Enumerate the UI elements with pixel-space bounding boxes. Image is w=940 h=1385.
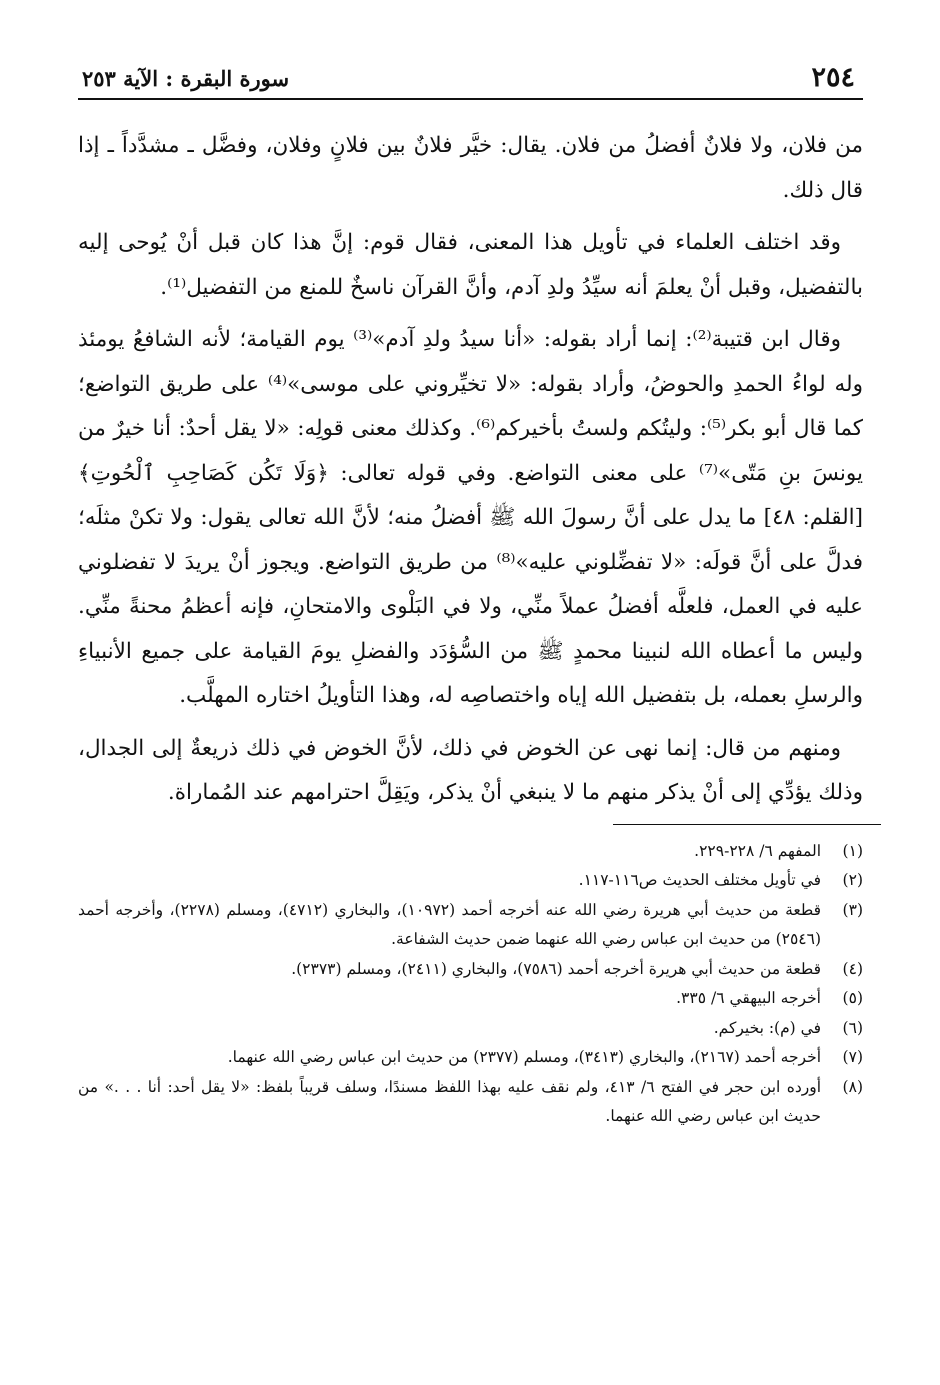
footnote <box>78 1043 863 1073</box>
footnote-separator <box>613 824 881 837</box>
footnote-text: في تأويل مختلف الحديث ص١١٦-١١٧. <box>578 871 821 889</box>
footnote-number: (٤) <box>842 959 863 978</box>
main-text <box>78 124 863 816</box>
footnote-number: (٦) <box>842 1018 863 1037</box>
footnote-text: أخرجه أحمد (٢١٦٧)، والبخاري (٣٤١٣)، ومسلم (٢٣٧٧) من حديث ابن عباس رضي الله عنهما. <box>227 1048 821 1066</box>
footnote-number: (٥) <box>842 989 863 1007</box>
footnote <box>78 1073 863 1132</box>
running-title: سورة البقرة : الآية ٢٥٣ <box>82 66 290 91</box>
footnote <box>78 984 863 1014</box>
footnote-number: (٨) <box>842 1077 863 1096</box>
footnote-text: في (م): بخيركم. <box>713 1018 821 1037</box>
paragraph: وقد اختلف العلماء في تأويل هذا المعنى، فقال قوم: إنَّ هذا كان قبل أنْ يُوحى إليه بالتفضيل، وقبل أنْ يعلمَ أنه سيِّدُ ولدِ آدم، وأنَّ القرآن ناسخٌ للمنع من التفضيل⁽¹⁾. <box>78 230 863 300</box>
running-header <box>78 58 863 100</box>
footnote-number: (٢) <box>842 871 863 889</box>
footnote <box>78 837 863 867</box>
paragraph: ومنهم من قال: إنما نهى عن الخوض في ذلك، لأنَّ الخوض في ذلك ذريعةٌ إلى الجدال، وذلك يؤدِّي إلى أنْ يذكر منهم ما لا ينبغي أنْ يذكر، ويَقِلَّ احترامهم عند المُماراة. <box>78 735 863 805</box>
footnote-text: أورده ابن حجر في الفتح ٦/ ٤١٣، ولم نقف عليه بهذا اللفظ مسندًا، وسلف قريباً بلفظ: «لا يقل أحد: أنا . . .» من حديث ابن عباس رضي الله عنهما. <box>78 1077 822 1125</box>
footnote <box>78 896 863 955</box>
footnote-text: المفهم ٦/ ٢٢٨-٢٢٩. <box>694 841 821 860</box>
footnotes-list <box>78 837 863 1132</box>
footnote-text: أخرجه البيهقي ٦/ ٣٣٥. <box>676 989 821 1007</box>
paragraph: وقال ابن قتيبة⁽²⁾: إنما أراد بقوله: «أنا سيدُ ولدِ آدم»⁽³⁾ يوم القيامة؛ لأنه الشافعُ يومئذ وله لواءُ الحمدِ والحوضُ، وأراد بقوله: «لا تخيِّروني على موسى»⁽⁴⁾ على طريق التواضع؛ كما قال أبو بكر⁽⁵⁾: وليتُكم ولستُ بأخيركم⁽⁶⁾. وكذلك معنى قولِه: «لا يقل أحدٌ: أنا خيرٌ من يونسَ بنِ مَتّى»⁽⁷⁾ على معنى التواضع. وفي قوله تعالى: ﴿وَلَا تَكُن كَصَاحِبِ ٱلْحُوتِ﴾ [القلم: ٤٨] ما يدل على أنَّ رسولَ الله ﷺ أفضلُ منه؛ لأنَّ الله تعالى يقول: ولا تكنْ مثلَه؛ فدلَّ على أنَّ قولَه: «لا تفضِّلوني عليه»⁽⁸⁾ من طريق التواضع. ويجوز أنْ يريدَ لا تفضلوني عليه في العمل، فلعلَّه أفضلُ عملاً منِّي، ولا في البَلْوى والامتحانِ، فإنه أعظمُ محنةً منِّي. وليس ما أعطاه الله لنبينا محمدٍ ﷺ من السُّؤدَد والفضلِ يومَ القيامة على جميع الأنبياءِ والرسلِ بعمله، بل بتفضيل الله إياه واختصاصِه له، وهذا التأويلُ اختاره المهلَّب. <box>78 327 864 708</box>
footnote <box>78 866 863 896</box>
footnote-number: (١) <box>842 841 863 860</box>
footnote-text: قطعة من حديث أبي هريرة رضي الله عنه أخرجه أحمد (١٠٩٧٢)، والبخاري (٤٧١٢)، ومسلم (٢٢٧٨)، وأخرجه أحمد (٢٥٤٦) من حديث ابن عباس رضي الله عنهما ضمن حديث الشفاعة. <box>78 900 821 948</box>
page-number: ٢٥٤ <box>811 62 855 93</box>
book-page <box>78 58 863 1358</box>
footnote <box>78 1014 863 1044</box>
paragraph: من فلان، ولا فلانٌ أفضلُ من فلان. يقال: خيَّر فلانٌ بين فلانٍ وفلان، وفضَّل ـ مشدَّداً ـ إذا قال ذلك. <box>78 133 863 203</box>
footnote-number: (٣) <box>842 900 863 919</box>
footnote-text: قطعة من حديث أبي هريرة أخرجه أحمد (٧٥٨٦)، والبخاري (٢٤١١)، ومسلم (٢٣٧٣). <box>291 959 821 978</box>
footnote <box>78 955 863 985</box>
footnote-number: (٧) <box>842 1048 863 1066</box>
